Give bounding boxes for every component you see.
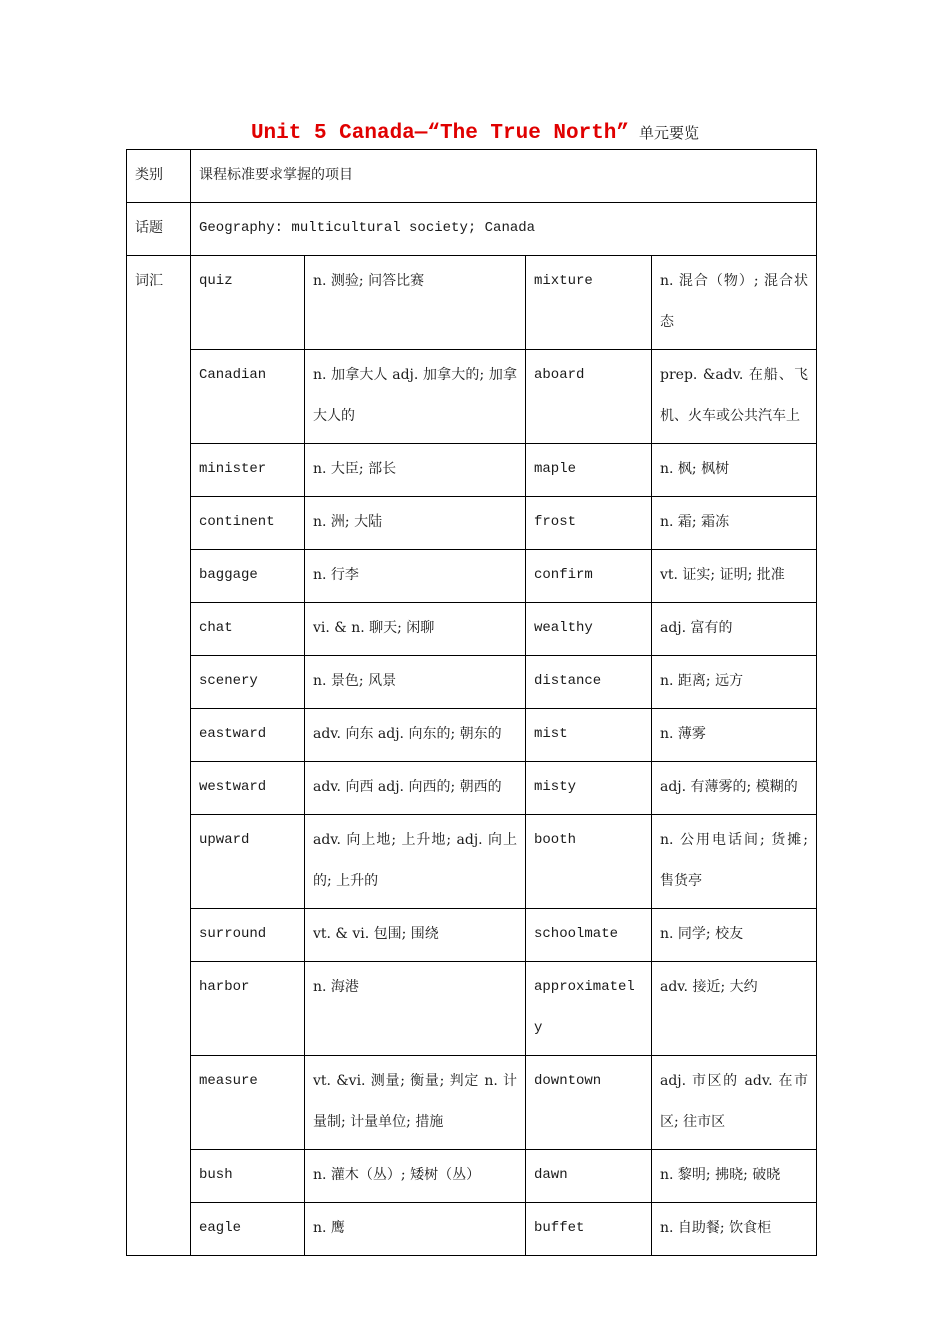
topic-content: Geography: multicultural society; Canada xyxy=(191,203,817,256)
vocab-definition: n. 黎明; 拂晓; 破晓 xyxy=(652,1150,817,1203)
vocab-word: harbor xyxy=(191,962,305,1056)
vocab-definition: n. 霜; 霜冻 xyxy=(652,497,817,550)
category-header: 类别 xyxy=(127,150,191,203)
requirement-header: 课程标准要求掌握的项目 xyxy=(191,150,817,203)
vocab-word: quiz xyxy=(191,256,305,350)
vocab-word: westward xyxy=(191,762,305,815)
vocab-word: wealthy xyxy=(526,603,652,656)
vocab-row xyxy=(127,762,817,815)
vocab-definition: n. 加拿大人 adj. 加拿大的; 加拿大人的 xyxy=(305,350,526,444)
vocab-word: buffet xyxy=(526,1203,652,1256)
vocab-row xyxy=(127,1203,817,1256)
vocab-definition: n. 鹰 xyxy=(305,1203,526,1256)
vocab-definition: n. 灌木（丛）; 矮树（丛） xyxy=(305,1150,526,1203)
table-body xyxy=(127,150,817,1256)
vocab-word: downtown xyxy=(526,1056,652,1150)
vocab-row xyxy=(127,497,817,550)
vocab-word: Canadian xyxy=(191,350,305,444)
vocab-row xyxy=(127,815,817,909)
vocab-word: mist xyxy=(526,709,652,762)
vocab-word: eastward xyxy=(191,709,305,762)
vocab-row xyxy=(127,709,817,762)
vocab-definition: n. 测验; 问答比赛 xyxy=(305,256,526,350)
vocab-word: frost xyxy=(526,497,652,550)
vocab-word: booth xyxy=(526,815,652,909)
vocab-word: eagle xyxy=(191,1203,305,1256)
vocab-definition: adv. 向西 adj. 向西的; 朝西的 xyxy=(305,762,526,815)
vocab-definition: n. 薄雾 xyxy=(652,709,817,762)
header-row xyxy=(127,150,817,203)
vocab-definition: adj. 有薄雾的; 模糊的 xyxy=(652,762,817,815)
vocab-word: measure xyxy=(191,1056,305,1150)
vocab-word: surround xyxy=(191,909,305,962)
vocab-definition: adj. 市区的 adv. 在市区; 往市区 xyxy=(652,1056,817,1150)
vocab-label: 词汇 xyxy=(127,256,191,1256)
vocab-word: aboard xyxy=(526,350,652,444)
vocab-row xyxy=(127,1150,817,1203)
vocab-definition: prep. &adv. 在船、飞机、火车或公共汽车上 xyxy=(652,350,817,444)
vocab-word: baggage xyxy=(191,550,305,603)
vocab-word: confirm xyxy=(526,550,652,603)
vocab-word: dawn xyxy=(526,1150,652,1203)
vocab-row xyxy=(127,1056,817,1150)
vocab-row xyxy=(127,909,817,962)
vocab-definition: n. 洲; 大陆 xyxy=(305,497,526,550)
vocab-definition: n. 大臣; 部长 xyxy=(305,444,526,497)
vocab-definition: vt. & vi. 包围; 围绕 xyxy=(305,909,526,962)
vocab-row xyxy=(127,603,817,656)
title-chinese: 单元要览 xyxy=(639,124,700,142)
vocab-definition: n. 景色; 风景 xyxy=(305,656,526,709)
vocab-row xyxy=(127,962,817,1056)
vocab-word: approximately xyxy=(526,962,652,1056)
vocab-definition: adj. 富有的 xyxy=(652,603,817,656)
vocab-definition: adv. 向东 adj. 向东的; 朝东的 xyxy=(305,709,526,762)
vocab-definition: adv. 向上地; 上升地; adj. 向上的; 上升的 xyxy=(305,815,526,909)
vocab-word: minister xyxy=(191,444,305,497)
vocab-word: chat xyxy=(191,603,305,656)
vocab-definition: n. 枫; 枫树 xyxy=(652,444,817,497)
vocab-definition: n. 公用电话间; 货摊; 售货亭 xyxy=(652,815,817,909)
vocab-word: schoolmate xyxy=(526,909,652,962)
vocab-definition: n. 距离; 远方 xyxy=(652,656,817,709)
vocab-definition: adv. 接近; 大约 xyxy=(652,962,817,1056)
vocab-row xyxy=(127,350,817,444)
vocab-definition: n. 行李 xyxy=(305,550,526,603)
topic-row xyxy=(127,203,817,256)
vocab-definition: vt. &vi. 测量; 衡量; 判定 n. 计量制; 计量单位; 措施 xyxy=(305,1056,526,1150)
vocab-word: continent xyxy=(191,497,305,550)
vocab-word: bush xyxy=(191,1150,305,1203)
vocab-word: upward xyxy=(191,815,305,909)
vocab-definition: n. 混合（物）; 混合状态 xyxy=(652,256,817,350)
vocab-definition: vt. 证实; 证明; 批准 xyxy=(652,550,817,603)
vocab-definition: n. 自助餐; 饮食柜 xyxy=(652,1203,817,1256)
page-title xyxy=(0,122,950,145)
vocab-word: maple xyxy=(526,444,652,497)
vocab-word: scenery xyxy=(191,656,305,709)
vocab-row xyxy=(127,656,817,709)
vocab-row xyxy=(127,550,817,603)
vocab-word: distance xyxy=(526,656,652,709)
vocab-word: mixture xyxy=(526,256,652,350)
vocab-definition: n. 海港 xyxy=(305,962,526,1056)
vocab-row xyxy=(127,444,817,497)
vocabulary-table xyxy=(126,149,817,1256)
vocab-definition: vi. & n. 聊天; 闲聊 xyxy=(305,603,526,656)
topic-label: 话题 xyxy=(127,203,191,256)
vocab-row xyxy=(127,256,817,350)
title-english: Unit 5 Canada—“The True North” xyxy=(250,122,630,145)
vocab-definition: n. 同学; 校友 xyxy=(652,909,817,962)
vocab-word: misty xyxy=(526,762,652,815)
